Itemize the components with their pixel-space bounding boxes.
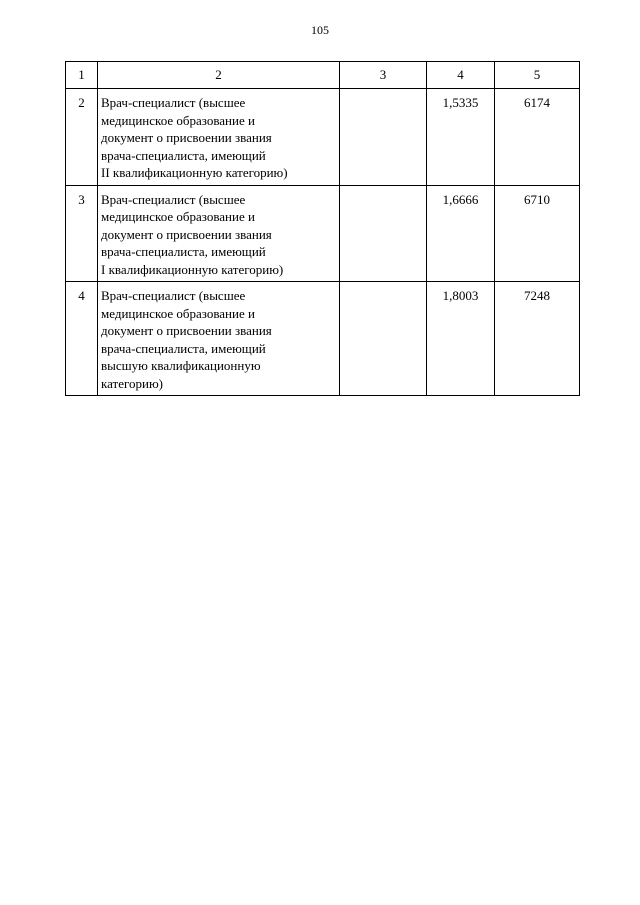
description-line: высшую квалификационную: [101, 358, 261, 373]
salary-cell: 6710: [495, 185, 580, 282]
row-number: 3: [66, 185, 98, 282]
table-row: [66, 282, 580, 396]
table-row: [66, 185, 580, 282]
description-line: медицинское образование и: [101, 209, 255, 224]
column-header: 5: [495, 62, 580, 89]
description-line: Врач-специалист (высшее: [101, 95, 246, 110]
description-line: категорию): [101, 375, 164, 391]
page-number: 105: [311, 23, 329, 37]
coefficient-cell: 1,8003: [427, 282, 495, 396]
description-line: Врач-специалист (высшее: [101, 288, 246, 303]
description-line: врача-специалиста, имеющий: [101, 147, 266, 163]
description-line: Врач-специалист (высшее: [101, 191, 246, 207]
table-header-row: [66, 62, 580, 89]
salary-cell: 6174: [495, 89, 580, 186]
description-line: документ о присвоении звания: [101, 226, 272, 242]
description-line: I квалификационную категорию): [101, 261, 284, 277]
column-header: 1: [66, 62, 98, 89]
position-description: [98, 282, 340, 396]
row-number: 4: [66, 282, 98, 396]
position-description: [98, 185, 340, 282]
column-3-cell: [340, 282, 427, 396]
column-header: 3: [340, 62, 427, 89]
column-header: 2: [98, 62, 340, 89]
description-line: документ о присвоении звания: [101, 130, 272, 145]
column-3-cell: [340, 89, 427, 186]
column-header: 4: [427, 62, 495, 89]
description-line: медицинское образование и: [101, 305, 255, 321]
coefficient-cell: 1,5335: [427, 89, 495, 186]
description-line: медицинское образование и: [101, 112, 255, 128]
description-line: врача-специалиста, имеющий: [101, 244, 266, 259]
description-line: II квалификационную категорию): [101, 165, 288, 180]
salary-cell: 7248: [495, 282, 580, 396]
row-number: 2: [66, 89, 98, 186]
table-row: [66, 89, 580, 186]
qualification-pay-table: [65, 61, 580, 396]
coefficient-cell: 1,6666: [427, 185, 495, 282]
description-line: документ о присвоении звания: [101, 323, 272, 338]
position-description: [98, 89, 340, 186]
description-line: врача-специалиста, имеющий: [101, 340, 266, 356]
column-3-cell: [340, 185, 427, 282]
